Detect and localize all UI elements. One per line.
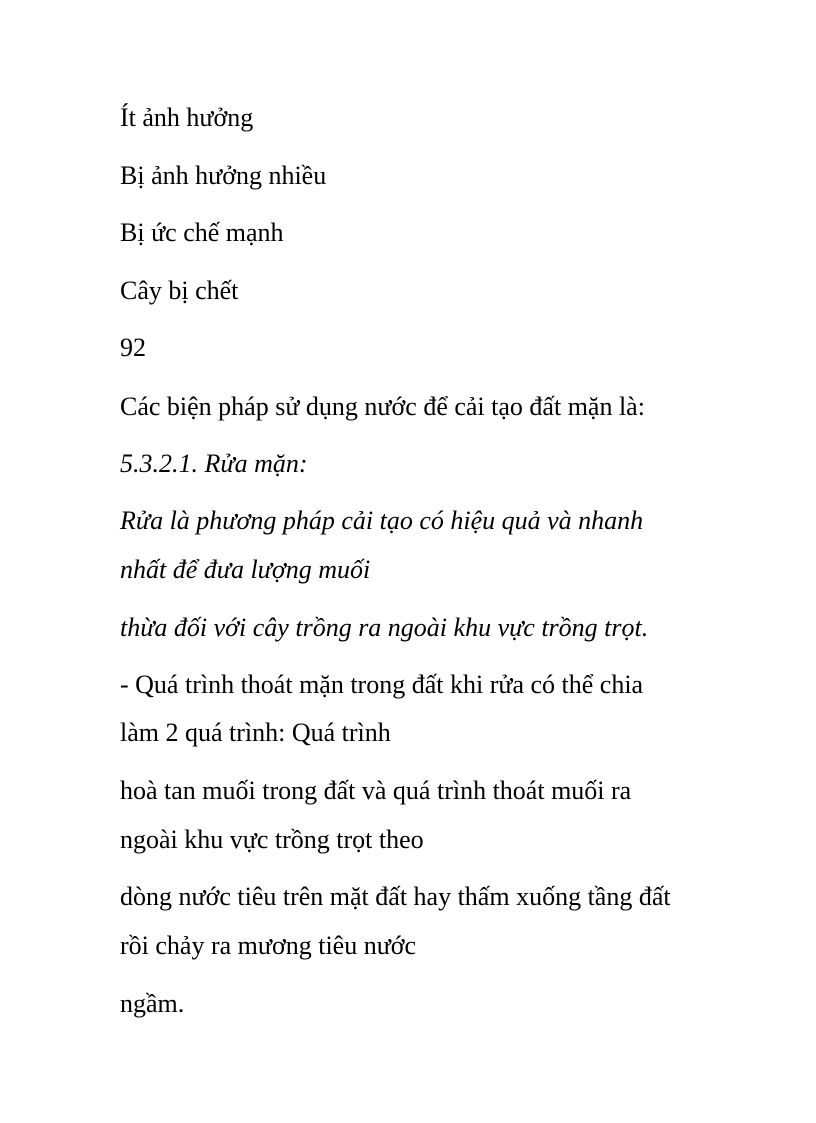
text-line-strongly-inhibited: Bị ức chế mạnh <box>120 218 284 247</box>
text-line-process-6: rồi chảy ra mương tiêu nước <box>120 931 417 960</box>
text-line-plant-dies: Cây bị chết <box>120 276 239 305</box>
text-line-impact-little: Ít ảnh hưởng <box>120 103 254 132</box>
section-heading: 5.3.2.1. Rửa mặn: <box>120 449 308 478</box>
text-line-process-2: làm 2 quá trình: Quá trình <box>120 718 391 747</box>
text-line-definition-1: Rửa là phương pháp cải tạo có hiệu quả và nhanh <box>120 506 644 535</box>
page-number: 92 <box>120 333 146 362</box>
text-line-process-3: hoà tan muối trong đất và quá trình thoát muối ra <box>120 776 632 805</box>
text-line-definition-3: thừa đối với cây trồng ra ngoài khu vực trồng trọt. <box>120 613 649 642</box>
text-line-impact-much: Bị ảnh hưởng nhiều <box>120 161 327 190</box>
text-line-process-4: ngoài khu vực trồng trọt theo <box>120 825 424 854</box>
text-line-process-1: - Quá trình thoát mặn trong đất khi rửa có thể chia <box>120 670 644 699</box>
text-line-definition-2: nhất để đưa lượng muối <box>120 555 371 584</box>
text-line-process-5: dòng nước tiêu trên mặt đất hay thấm xuống tầng đất <box>120 882 671 911</box>
text-line-methods-intro: Các biện pháp sử dụng nước để cải tạo đất mặn là: <box>120 392 645 421</box>
text-line-process-7: ngầm. <box>120 989 185 1018</box>
